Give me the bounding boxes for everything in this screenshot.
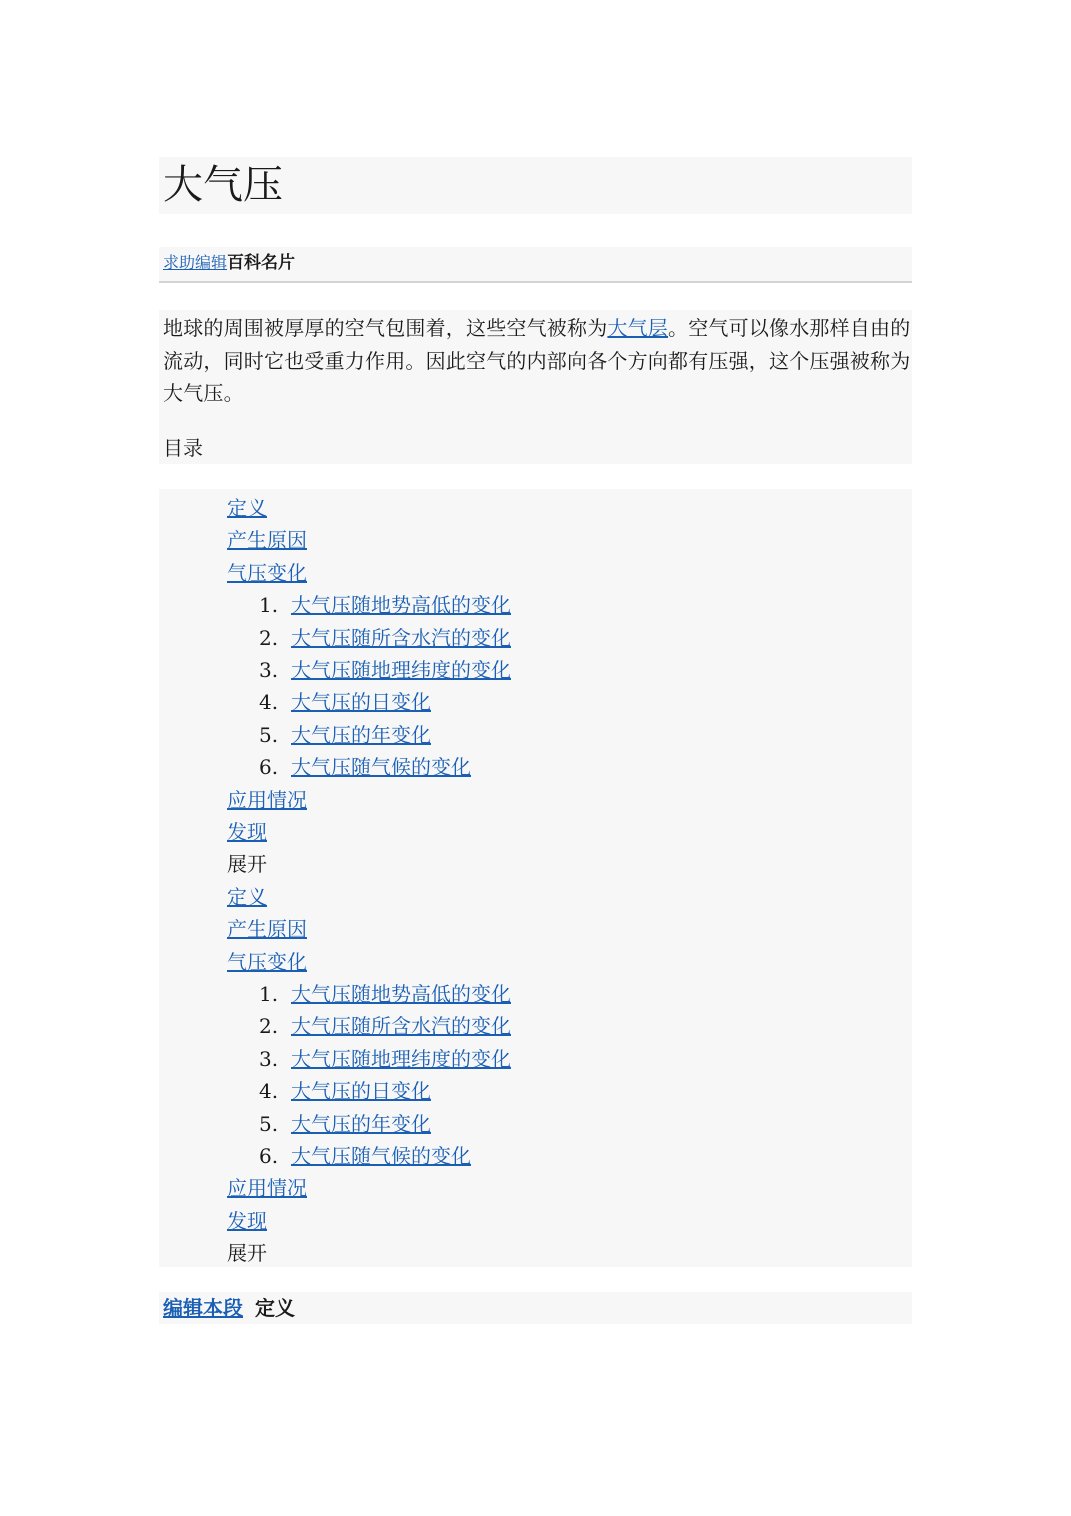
toc-item[interactable]: 发现 bbox=[227, 820, 267, 844]
toc-item[interactable]: 气压变化 bbox=[227, 949, 307, 974]
toc-subitem-link[interactable]: 大气压的年变化 bbox=[291, 1111, 431, 1136]
toc-subitem bbox=[259, 1110, 431, 1138]
toc-subitem-number: 5. bbox=[259, 722, 279, 747]
toc-subitem-link[interactable]: 大气压随地势高低的变化 bbox=[291, 593, 511, 618]
toc-subitem bbox=[259, 624, 511, 652]
help-edit-link[interactable]: 求助编辑 bbox=[163, 253, 228, 272]
edit-section-link[interactable]: 编辑本段 bbox=[163, 1296, 243, 1320]
section-title: 定义 bbox=[255, 1296, 295, 1320]
toc-subitem-link[interactable]: 大气压的年变化 bbox=[291, 722, 431, 747]
toc-subitem-link[interactable]: 大气压随地理纬度的变化 bbox=[291, 658, 511, 682]
toc-item[interactable]: 应用情况 bbox=[227, 787, 307, 812]
page-title: 大气压 bbox=[163, 162, 283, 208]
toc-subitem-link[interactable]: 大气压随地势高低的变化 bbox=[291, 982, 511, 1006]
toc-subitem-number: 6. bbox=[259, 1144, 279, 1168]
atmosphere-link[interactable]: 大气层 bbox=[607, 316, 669, 340]
toc-subitem bbox=[259, 1142, 471, 1170]
toc-subitem-link[interactable]: 大气压的日变化 bbox=[291, 690, 431, 715]
toc-subitem-link[interactable]: 大气压随所含水汽的变化 bbox=[291, 625, 511, 650]
intro-text-before: 地球的周围被厚厚的空气包围着，这些空气被称为 bbox=[163, 316, 608, 340]
intro-text-after: 。空气可以像水那样自由的流动，同时它也受重力作用。因此空气的内部向各个方向都有压强，这个压强被称为大气压。 bbox=[163, 316, 911, 405]
toc-item[interactable]: 气压变化 bbox=[227, 560, 307, 585]
toc-subitem-number: 1. bbox=[259, 982, 279, 1006]
toc-subitem bbox=[259, 980, 511, 1008]
intro-block bbox=[159, 310, 912, 464]
toc-label: 目录 bbox=[163, 436, 203, 460]
toc-item[interactable]: 产生原因 bbox=[227, 528, 307, 553]
toc-subitem bbox=[259, 591, 511, 619]
toc-subitem bbox=[259, 1077, 431, 1105]
toc-subitem-link[interactable]: 大气压的日变化 bbox=[291, 1079, 431, 1104]
toc-subitem-number: 4. bbox=[259, 1079, 279, 1104]
toc-expand[interactable]: 展开 bbox=[227, 1241, 267, 1266]
toc-expand[interactable]: 展开 bbox=[227, 852, 267, 877]
toc-subitem bbox=[259, 753, 471, 781]
toc-subitem-number: 4. bbox=[259, 690, 279, 715]
toc-subitem-link[interactable]: 大气压随气候的变化 bbox=[291, 1144, 471, 1168]
toc-subitem bbox=[259, 688, 431, 716]
toc-subitem bbox=[259, 656, 511, 684]
toc-subitem-link[interactable]: 大气压随地理纬度的变化 bbox=[291, 1046, 511, 1071]
intro-paragraph bbox=[163, 312, 911, 410]
table-of-contents bbox=[159, 489, 912, 1267]
toc-subitem bbox=[259, 721, 431, 749]
toc-subitem-number: 5. bbox=[259, 1111, 279, 1136]
toc-item[interactable]: 应用情况 bbox=[227, 1176, 307, 1201]
toc-subitem bbox=[259, 1012, 511, 1040]
toc-subitem-number: 6. bbox=[259, 755, 279, 780]
toc-item[interactable]: 定义 bbox=[227, 884, 267, 909]
toc-subitem-number: 2. bbox=[259, 1014, 279, 1039]
toc-subitem-number: 2. bbox=[259, 625, 279, 650]
toc-subitem-link[interactable]: 大气压随气候的变化 bbox=[291, 755, 471, 780]
title-block bbox=[159, 157, 912, 214]
toc-subitem bbox=[259, 1045, 511, 1073]
toc-item[interactable]: 产生原因 bbox=[227, 917, 307, 942]
card-title: 百科名片 bbox=[227, 253, 295, 273]
toc-subitem-link[interactable]: 大气压随所含水汽的变化 bbox=[291, 1014, 511, 1039]
card-bar bbox=[159, 247, 912, 283]
section-header bbox=[159, 1292, 912, 1324]
toc-subitem-number: 1. bbox=[259, 593, 279, 618]
toc-subitem-number: 3. bbox=[259, 1046, 279, 1071]
toc-subitem-number: 3. bbox=[259, 658, 279, 682]
toc-item[interactable]: 定义 bbox=[227, 496, 267, 520]
toc-item[interactable]: 发现 bbox=[227, 1208, 267, 1233]
